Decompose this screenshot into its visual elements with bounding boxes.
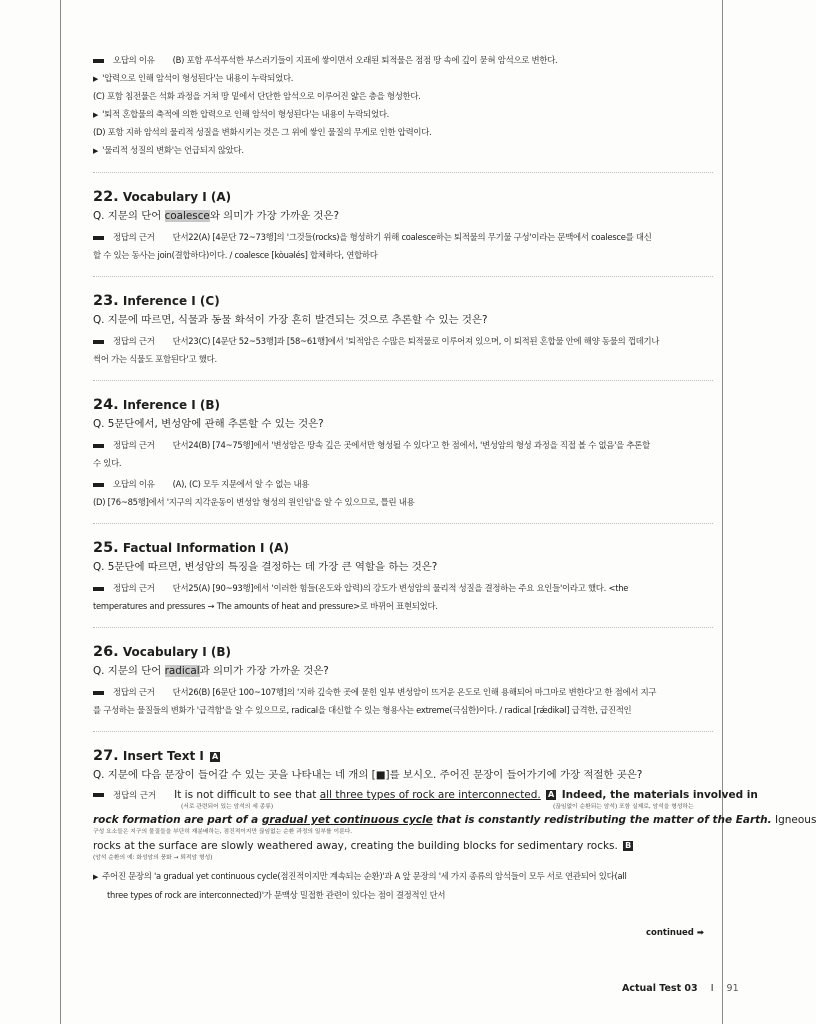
text-line: '압력으로 인해 암석이 형성된다'는 내용이 누락되었다.	[102, 72, 294, 83]
divider	[93, 523, 713, 524]
question-26-text	[93, 662, 713, 680]
scan-edge-right	[722, 0, 723, 1024]
square-a-icon: A	[211, 751, 219, 761]
text-row	[93, 351, 713, 369]
text-line: 썩어 가는 식물도 포함된다'고 했다.	[93, 353, 217, 364]
text-row	[93, 598, 713, 616]
triangle-bullet-icon: ▶	[93, 146, 99, 155]
question-number: 22.	[93, 189, 119, 205]
text-line: '물리적 성질의 변화'는 언급되지 않았다.	[102, 144, 244, 155]
text-line: 수 있다.	[93, 457, 122, 468]
text-line: 주어진 문장의 'a gradual yet continuous cycle(점진적이지만 계속되는 순환)'과 A 앞 문장의 '세 가지 종류의 암석들이 모두 서로 연관되어 있다(all	[102, 871, 627, 881]
underlined-text: gradual yet continuous cycle	[261, 814, 433, 826]
wrong-reason-label: 오답의 이유	[113, 55, 155, 65]
answer-basis-label: 정답의 근거	[113, 440, 155, 450]
answer-basis-label: 정답의 근거	[113, 336, 155, 346]
answer-basis-row	[93, 684, 713, 702]
divider	[93, 276, 713, 277]
text-row	[93, 702, 713, 720]
bar-icon	[93, 587, 104, 591]
question-type: Vocabulary I (B)	[122, 645, 231, 659]
question-25-heading	[93, 538, 713, 558]
answer-basis-label: 정답의 근거	[113, 687, 155, 697]
question-22-heading	[93, 187, 713, 207]
text-line: temperatures and pressures → The amounts of heat and pressure>로 바뀌어 표현되었다.	[93, 600, 438, 611]
divider	[93, 172, 713, 173]
question-24-heading	[93, 395, 713, 415]
english-sentence-1	[93, 788, 758, 803]
bar-icon	[93, 340, 104, 344]
gloss-row	[93, 854, 713, 862]
question-number: 24.	[93, 397, 119, 413]
square-b-icon: B	[625, 841, 632, 850]
text-row	[93, 494, 713, 512]
answer-basis-row	[93, 437, 713, 455]
question-type: Insert Text I	[122, 749, 204, 763]
text-line: (C) 포함 침전물은 석화 과정을 거쳐 땅 밑에서 단단한 암석으로 이루어진 얇은 층을 형성한다.	[93, 91, 421, 101]
text-line: 단서23(C) [4문단 52~53행]과 [58~61행]에서 '퇴적암은 수많은 퇴적물로 이루어져 있으며, 이 퇴적된 혼합물 안에 해양 동물의 껍데기나	[172, 336, 660, 346]
gloss-row	[93, 828, 713, 836]
question-number: 26.	[93, 644, 119, 660]
question-24-text: Q. 5문단에서, 변성암에 관해 추론할 수 있는 것은?	[93, 418, 324, 430]
text-line: (A), (C) 모두 지문에서 알 수 없는 내용	[172, 479, 310, 489]
page-content	[93, 52, 816, 904]
text-line: 할 수 있는 동사는 join(결합하다)이다. / coalesce [kòuəlés] 합체하다, 연합하다	[93, 249, 378, 260]
text-row	[93, 88, 713, 106]
triangle-bullet-icon: ▶	[93, 110, 99, 119]
question-27-heading	[93, 746, 713, 766]
continued-label: continued ➡	[646, 928, 704, 938]
footer-divider: I	[710, 983, 714, 994]
wrong-reason-row	[93, 52, 713, 70]
note-row	[93, 106, 713, 125]
question-23-text: Q. 지문에 따르면, 식물과 동물 화석이 가장 흔히 발견되는 것으로 추론할 수 있는 것은?	[93, 314, 488, 326]
english-text: rocks at the surface are slowly weathered away, creating the building blocks for sedimentary rocks.	[93, 840, 618, 852]
divider	[93, 627, 713, 628]
bar-icon	[93, 444, 104, 448]
question-text: 와 의미가 가장 가까운 것은?	[209, 210, 339, 222]
question-text: Q. 지문의 단어	[93, 210, 165, 222]
triangle-bullet-icon: ▶	[93, 74, 99, 83]
bold-italic-text: that is constantly redistributing the matter of the Earth.	[432, 814, 772, 826]
divider	[93, 380, 713, 381]
text-line: 단서25(A) [90~93행]에서 '이러한 힘들(온도와 압력)의 강도가 변성암의 물리적 성질을 결정하는 주요 요인들'이라고 했다. <the	[172, 583, 629, 593]
answer-basis-label: 정답의 근거	[113, 790, 157, 800]
triangle-bullet-icon: ▶	[93, 873, 99, 881]
square-a-icon: A	[548, 790, 555, 799]
gloss-row	[93, 803, 713, 813]
question-25-text: Q. 5문단에 따르면, 변성암의 특징을 결정하는 데 가장 큰 역할을 하는 것은?	[93, 561, 438, 573]
highlighted-word: coalesce	[164, 210, 210, 222]
text-row	[93, 247, 713, 265]
scan-edge-left	[60, 0, 61, 1024]
text-row	[93, 887, 713, 905]
bold-text: Indeed, the materials involved in	[558, 789, 758, 801]
question-text: Q. 지문의 단어	[93, 665, 165, 677]
bold-italic-text: rock formation are part of a	[93, 814, 262, 826]
note-row	[93, 142, 713, 161]
text-line: (B) 포함 푸석푸석한 부스러기들이 지표에 쌓이면서 오래된 퇴적물은 점점 땅 속에 깊이 묻혀 암석으로 변한다.	[172, 55, 558, 65]
question-number: 27.	[93, 748, 119, 764]
english-text: It is not difficult to see that	[174, 789, 320, 801]
answer-basis-row	[93, 229, 713, 247]
question-type: Factual Information I (A)	[122, 541, 289, 555]
footer-title: Actual Test 03	[622, 983, 698, 994]
question-22-text	[93, 207, 713, 225]
answer-basis-row	[93, 333, 713, 351]
text-line: three types of rock are interconnected)'가 문맥상 밀접한 관련이 있다는 점이 결정적인 단서	[107, 889, 446, 900]
bar-icon	[93, 59, 104, 63]
question-number: 23.	[93, 293, 119, 309]
wrong-reason-label: 오답의 이유	[113, 479, 155, 489]
gloss-text: (서로 관련되어 있는 암석의 세 종류)	[181, 804, 274, 810]
page-number: 91	[726, 983, 739, 994]
answer-basis-row	[93, 580, 713, 598]
highlighted-word: radical	[164, 665, 200, 677]
question-23-heading	[93, 291, 713, 311]
text-line: 를 구성하는 물질들의 변화가 '급격함'을 알 수 있으므로, radical을 대신할 수 있는 형용사는 extreme(극심한)이다. / radical [rǽdikəl] 급격한, 급진적인	[93, 704, 632, 715]
answer-basis-label: 정답의 근거	[113, 583, 155, 593]
text-line: 단서24(B) [74~75행]에서 '변성암은 땅속 깊은 곳에서만 형성될 수 있다'고 한 점에서, '변성암의 형성 과정을 직접 볼 수 없음'을 추론할	[172, 440, 650, 450]
text-line: '퇴적 혼합물의 축적에 의한 압력으로 인해 암석이 형성된다'는 내용이 누락되었다.	[102, 108, 390, 119]
english-sentence-2	[93, 813, 816, 828]
text-line: (D) 포함 지하 암석의 물리적 성질을 변화시키는 것은 그 위에 쌓인 물질의 무게로 인한 압력이다.	[93, 127, 432, 137]
note-row	[93, 70, 713, 89]
text-row	[93, 455, 713, 473]
underlined-text: all three types of rock are interconnected.	[319, 789, 541, 801]
english-text: Igneous	[771, 814, 816, 826]
text-line: (D) [76~85행]에서 '지구의 지각운동이 변성암 형성의 원인임'을 알 수 있으므로, 틀린 내용	[93, 496, 415, 507]
wrong-reason-row	[93, 476, 713, 494]
bar-icon	[93, 793, 104, 797]
gloss-text: (끊임없이 순환되는 암석) 포함 실제로, 암석을 형성하는	[553, 804, 694, 810]
gloss-text: (암석 순환의 예: 화성암의 풍화 → 퇴적암 형성)	[93, 855, 213, 861]
divider	[93, 731, 713, 732]
answer-basis-label: 정답의 근거	[113, 232, 155, 242]
bar-icon	[93, 483, 104, 487]
text-line: 단서22(A) [4문단 72~73행]의 '그것들(rocks)을 형성하기 위해 coalesce하는 퇴적물의 무기물 구성'이라는 문맥에서 coalesce를 대신	[172, 232, 652, 242]
text-line: 단서26(B) [6문단 100~107행]의 '지하 깊숙한 곳에 묻힌 일부 변성암이 뜨거운 온도로 인해 용해되어 마그마로 변한다'고 한 점에서 지구	[172, 687, 657, 697]
question-27-text: Q. 지문에 다음 문장이 들어갈 수 있는 곳을 나타내는 네 개의 [■]를 보시오. 주어진 문장이 들어가기에 가장 적절한 곳은?	[93, 769, 643, 781]
question-number: 25.	[93, 540, 119, 556]
question-text: 과 의미가 가장 가까운 것은?	[199, 665, 329, 677]
bar-icon	[93, 691, 104, 695]
question-type: Inference I (C)	[122, 294, 220, 308]
gloss-text: 구성 요소들은 지구의 물질들을 부단히 재분배하는, 점진적이지만 끊임없는 순환 과정의 일부를 이룬다.	[93, 829, 353, 835]
question-type: Vocabulary I (A)	[122, 190, 232, 204]
page-footer	[622, 983, 739, 994]
text-row	[93, 124, 713, 142]
question-type: Inference I (B)	[122, 398, 221, 412]
bar-icon	[93, 236, 104, 240]
question-26-heading	[93, 642, 713, 662]
note-row	[93, 868, 713, 887]
english-sentence-3	[93, 839, 713, 854]
